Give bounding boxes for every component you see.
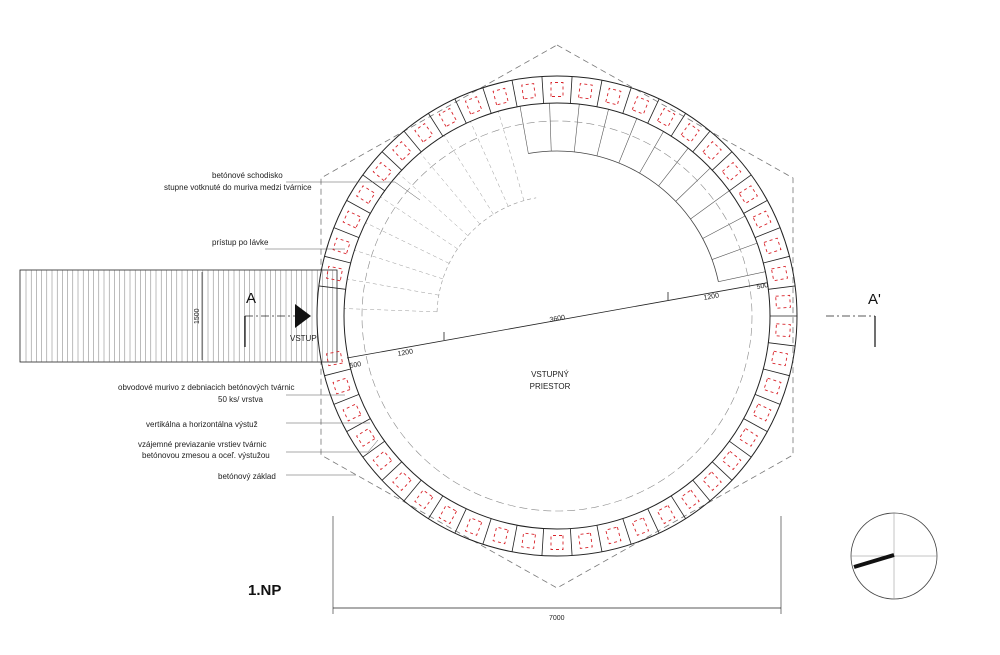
block-joint (648, 509, 659, 533)
rebar-cell (632, 97, 648, 114)
rebar-cell (522, 84, 536, 99)
block-joint (542, 529, 544, 556)
rebar-cell (415, 490, 433, 508)
stair-tread (703, 216, 745, 239)
room-label-line2: PRIESTOR (529, 382, 571, 391)
block-joint (729, 175, 751, 191)
rebar-cell (439, 505, 456, 523)
note-stairs-1: betónové schodisko (212, 171, 283, 180)
note-rebar: vertikálna a horizontálna výstuž (146, 420, 258, 429)
stair-edge (528, 151, 718, 282)
stair-right (520, 103, 765, 282)
stair-edge-upper (437, 198, 536, 312)
block-joint (763, 369, 789, 376)
note-foundation: betónový základ (218, 472, 276, 481)
room-label-line1: VSTUPNÝ (531, 370, 569, 379)
note-access: prístup po lávke (212, 238, 269, 247)
rebar-cell (722, 163, 740, 181)
note-bond-1: vzájemné previazanie vrstiev tvárnic (138, 440, 267, 449)
stair-tread (712, 243, 757, 259)
stair-tread-upper (344, 309, 437, 312)
stair-tread-upper (354, 250, 442, 279)
stair-tread (619, 119, 637, 164)
stair-tread (597, 109, 609, 156)
rebar-cell (373, 451, 391, 469)
note-masonry-1: obvodové murivo z debniacich betónových tvárnic (118, 383, 295, 392)
stair-tread-upper (470, 121, 508, 206)
rebar-cell (579, 533, 593, 548)
block-joint (404, 480, 421, 501)
block-joint (334, 394, 359, 404)
note-bond-2: betónovou zmesou a oceľ. výstužou (142, 451, 270, 460)
block-joint (671, 496, 685, 519)
rebar-cell (373, 163, 391, 181)
block-joint (512, 525, 517, 552)
block-joint (363, 441, 385, 457)
rebar-cell (771, 351, 787, 365)
rebar-cell (681, 124, 699, 142)
block-joint (729, 441, 751, 457)
stair-tread (520, 106, 528, 153)
diameter-dimension (347, 282, 769, 370)
block-joint (693, 131, 710, 152)
block-joint (597, 525, 602, 552)
block-joint (382, 152, 402, 170)
block-joint (623, 519, 631, 545)
rebar-cell (722, 451, 740, 469)
block-joint (768, 343, 795, 346)
rebar-cell (657, 108, 674, 126)
rebar-cell (343, 211, 361, 228)
block-joint (363, 175, 385, 191)
overall-dimension (333, 516, 781, 622)
block-joint (693, 480, 710, 501)
rebar-cell (393, 472, 411, 490)
block-joint (570, 76, 572, 103)
block-joint (648, 99, 659, 123)
stair-tread (718, 272, 765, 282)
stair-tread-upper (444, 135, 493, 214)
block-joint (455, 509, 466, 533)
rebar-cell (776, 295, 791, 308)
block-joint (325, 256, 351, 263)
rebar-cell (753, 211, 771, 228)
stair-left (344, 111, 536, 312)
block-joint (768, 286, 795, 289)
block-joint (763, 256, 789, 263)
block-joint (755, 394, 780, 404)
rebar-cell (465, 97, 481, 114)
block-joint (325, 369, 351, 376)
rebar-cell (739, 429, 757, 447)
rebar-cell (606, 88, 621, 105)
section-label-left: A (246, 290, 257, 307)
block-joint (334, 228, 359, 238)
dim-wall-left: 500 (349, 361, 362, 370)
rebar-cell (606, 527, 621, 544)
block-joint (712, 152, 732, 170)
block-joint (428, 496, 442, 519)
rebar-cell (343, 404, 361, 421)
stair-tread-upper (399, 173, 468, 235)
rebar-cell (551, 536, 563, 550)
block-joint (570, 529, 572, 556)
block-joint (755, 228, 780, 238)
dim-walkway-width: 1500 (194, 308, 201, 324)
rebar-cell (703, 472, 721, 490)
dim-wall-right: 500 (756, 282, 769, 291)
note-masonry-2: 50 ks/ vrstva (218, 395, 263, 404)
stair-tread (659, 148, 689, 186)
block-joint (671, 113, 685, 136)
rebar-cell (551, 83, 563, 97)
block-joint (623, 88, 631, 114)
block-joint (382, 462, 402, 480)
rebar-cell (681, 490, 699, 508)
dim-stair-right: 1200 (703, 292, 720, 302)
rebar-cell (333, 238, 350, 254)
block-joint (428, 113, 442, 136)
stair-tread-upper (366, 223, 450, 264)
rebar-cell (764, 378, 781, 394)
stair-tread (550, 103, 552, 151)
stair-tread (574, 104, 579, 152)
rebar-cell (579, 84, 593, 99)
entry-label: VSTUP (290, 334, 317, 343)
rebar-cell (357, 429, 375, 447)
rebar-cell (632, 518, 648, 535)
block-joint (542, 76, 544, 103)
rebar-cell (465, 518, 481, 535)
section-mark-right (826, 291, 881, 347)
stair-tread-upper (420, 153, 480, 224)
block-joint (455, 99, 466, 123)
rebar-cell (739, 186, 757, 204)
block-joint (483, 519, 491, 545)
dim-overall: 7000 (549, 615, 565, 622)
note-stairs-2: stupne votknuté do muriva medzi tvárnice (164, 183, 312, 192)
rebar-cell (493, 88, 508, 105)
rebar-cell (493, 527, 508, 544)
block-joint (512, 80, 517, 107)
rebar-cell (357, 186, 375, 204)
block-joint (597, 80, 602, 107)
rebar-cell (415, 124, 433, 142)
rebar-cell (753, 404, 771, 421)
stair-tread-upper (347, 279, 439, 295)
rebar-cell (776, 324, 791, 337)
north-arrow-icon (851, 513, 937, 599)
stair-tread (676, 168, 711, 201)
dim-stair-left: 1200 (397, 348, 414, 358)
rebar-cell (333, 378, 350, 394)
block-joint (404, 131, 421, 152)
rebar-cell (703, 142, 721, 160)
rebar-cell (771, 266, 787, 280)
rebar-cell (657, 505, 674, 523)
rebar-cell (393, 142, 411, 160)
rebar-cell (764, 238, 781, 254)
rebar-cell (522, 533, 536, 548)
stair-tread (640, 132, 664, 174)
block-joint (712, 462, 732, 480)
section-label-right: A' (868, 291, 881, 308)
stair-tread-upper (380, 197, 457, 249)
block-joint (483, 88, 491, 114)
rebar-cell (439, 108, 456, 126)
floor-title: 1.NP (248, 582, 282, 599)
dim-diameter: 3600 (549, 314, 566, 324)
